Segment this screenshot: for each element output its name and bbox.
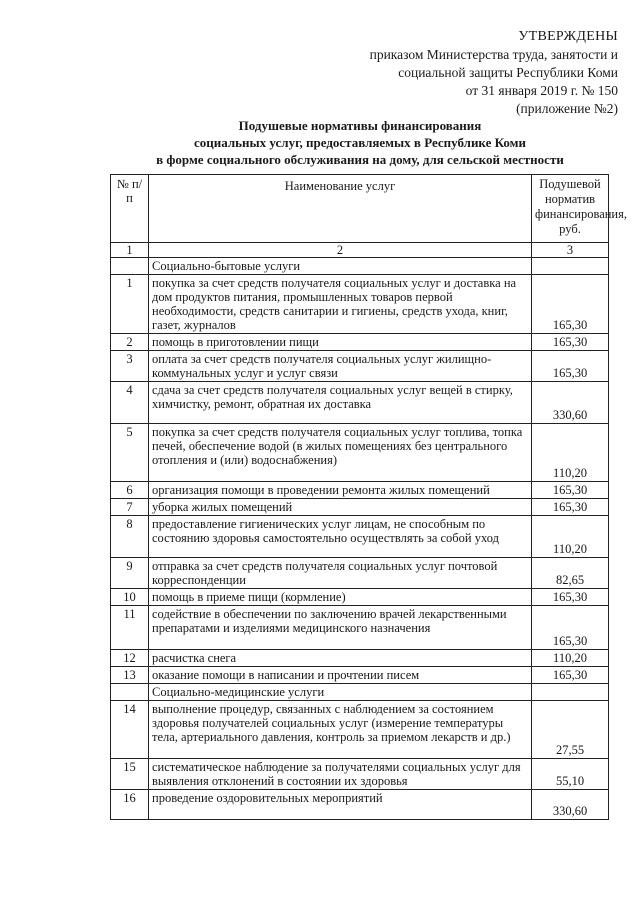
section-title: Социально-медицинские услуги xyxy=(149,684,532,701)
norms-table-body xyxy=(111,175,627,820)
table-row xyxy=(111,482,609,499)
norm-value: 165,30 xyxy=(532,275,609,334)
norm-value: 55,10 xyxy=(532,759,609,790)
norm-value: 165,30 xyxy=(532,482,609,499)
table-row xyxy=(111,790,609,820)
norm-value: 165,30 xyxy=(532,351,609,382)
service-name: покупка за счет средств получателя социальных услуг и доставка на дом продуктов питания, промышленных товаров первой необходимости, средств санитарии и гигиены, средств ухода, книг, газет, журналов xyxy=(149,275,532,334)
column-number: 2 xyxy=(149,243,532,258)
row-number: 5 xyxy=(111,424,149,482)
row-number: 4 xyxy=(111,382,149,424)
table-row xyxy=(111,650,609,667)
table-row xyxy=(111,424,609,482)
table-row xyxy=(111,334,609,351)
norm-value: 110,20 xyxy=(532,516,609,558)
column-number: 1 xyxy=(111,243,149,258)
service-name: оказание помощи в написании и прочтении писем xyxy=(149,667,532,684)
section-spacer xyxy=(532,684,609,701)
row-number: 12 xyxy=(111,650,149,667)
title-line: социальных услуг, предоставляемых в Республике Коми xyxy=(193,135,526,150)
section-title: Социально-бытовые услуги xyxy=(149,258,532,275)
service-name: проведение оздоровительных мероприятий xyxy=(149,790,532,820)
service-name: помощь в приеме пищи (кормление) xyxy=(149,589,532,606)
header-norm: Подушевой норматив финансирования, руб. xyxy=(532,175,609,243)
section-spacer xyxy=(111,684,149,701)
approval-appendix: (приложение №2) xyxy=(516,101,618,116)
service-name: выполнение процедур, связанных с наблюдением за состоянием здоровья получателей социальных услуг (измерение температуры тела, артериального давления, контроль за приемом лекарств и др.) xyxy=(149,701,532,759)
document-title xyxy=(110,117,610,168)
norm-value: 82,65 xyxy=(532,558,609,589)
row-number: 3 xyxy=(111,351,149,382)
row-number: 16 xyxy=(111,790,149,820)
table-row xyxy=(111,499,609,516)
service-name: покупка за счет средств получателя социальных услуг топлива, топка печей, обеспечение водой (в жилых помещениях без центрального отопления и (или) водоснабжения) xyxy=(149,424,532,482)
section-spacer xyxy=(532,258,609,275)
section-row xyxy=(111,684,609,701)
norm-value: 165,30 xyxy=(532,589,609,606)
service-name: расчистка снега xyxy=(149,650,532,667)
service-name: организация помощи в проведении ремонта жилых помещений xyxy=(149,482,532,499)
section-row xyxy=(111,258,609,275)
norm-value: 330,60 xyxy=(532,790,609,820)
table-row xyxy=(111,701,609,759)
row-number: 14 xyxy=(111,701,149,759)
service-name: уборка жилых помещений xyxy=(149,499,532,516)
service-name: помощь в приготовлении пищи xyxy=(149,334,532,351)
table-row xyxy=(111,606,609,650)
table-row xyxy=(111,275,609,334)
norm-value: 165,30 xyxy=(532,334,609,351)
table-row xyxy=(111,589,609,606)
title-line: в форме социального обслуживания на дому, для сельской местности xyxy=(156,152,564,167)
table-row xyxy=(111,516,609,558)
row-number: 7 xyxy=(111,499,149,516)
norm-value: 110,20 xyxy=(532,650,609,667)
header-num: № п/п xyxy=(111,175,149,243)
service-name: систематическое наблюдение за получателями социальных услуг для выявления отклонений в состоянии их здоровья xyxy=(149,759,532,790)
row-number: 9 xyxy=(111,558,149,589)
row-number: 6 xyxy=(111,482,149,499)
column-number-row xyxy=(111,243,609,258)
norm-value: 27,55 xyxy=(532,701,609,759)
row-number: 8 xyxy=(111,516,149,558)
norm-value: 165,30 xyxy=(532,499,609,516)
approval-heading: УТВЕРЖДЕНЫ xyxy=(518,29,618,44)
row-number: 10 xyxy=(111,589,149,606)
header-name: Наименование услуг xyxy=(149,175,532,243)
service-name: отправка за счет средств получателя социальных услуг почтовой корреспонденции xyxy=(149,558,532,589)
table-row xyxy=(111,351,609,382)
approval-line: приказом Министерства труда, занятости и xyxy=(369,47,618,62)
service-name: сдача за счет средств получателя социальных услуг вещей в стирку, химчистку, ремонт, обратная их доставка xyxy=(149,382,532,424)
approval-block xyxy=(288,28,618,118)
column-number: 3 xyxy=(532,243,609,258)
title-line: Подушевые нормативы финансирования xyxy=(238,118,482,133)
norm-value: 330,60 xyxy=(532,382,609,424)
norms-table xyxy=(110,174,627,820)
approval-line: социальной защиты Республики Коми xyxy=(398,65,618,80)
section-spacer xyxy=(111,258,149,275)
service-name: предоставление гигиенических услуг лицам, не способным по состоянию здоровья самостоятельно осуществлять за собой уход xyxy=(149,516,532,558)
row-number: 13 xyxy=(111,667,149,684)
table-row xyxy=(111,382,609,424)
norm-value: 165,30 xyxy=(532,606,609,650)
norm-value: 165,30 xyxy=(532,667,609,684)
row-number: 1 xyxy=(111,275,149,334)
approval-date: от 31 января 2019 г. № 150 xyxy=(465,83,618,98)
table-row xyxy=(111,759,609,790)
service-name: оплата за счет средств получателя социальных услуг жилищно-коммунальных услуг и услуг связи xyxy=(149,351,532,382)
row-number: 2 xyxy=(111,334,149,351)
table-row xyxy=(111,667,609,684)
service-name: содействие в обеспечении по заключению врачей лекарственными препаратами и изделиями медицинского назначения xyxy=(149,606,532,650)
table-row xyxy=(111,558,609,589)
row-number: 15 xyxy=(111,759,149,790)
row-number: 11 xyxy=(111,606,149,650)
table-header-row xyxy=(111,175,609,243)
norm-value: 110,20 xyxy=(532,424,609,482)
